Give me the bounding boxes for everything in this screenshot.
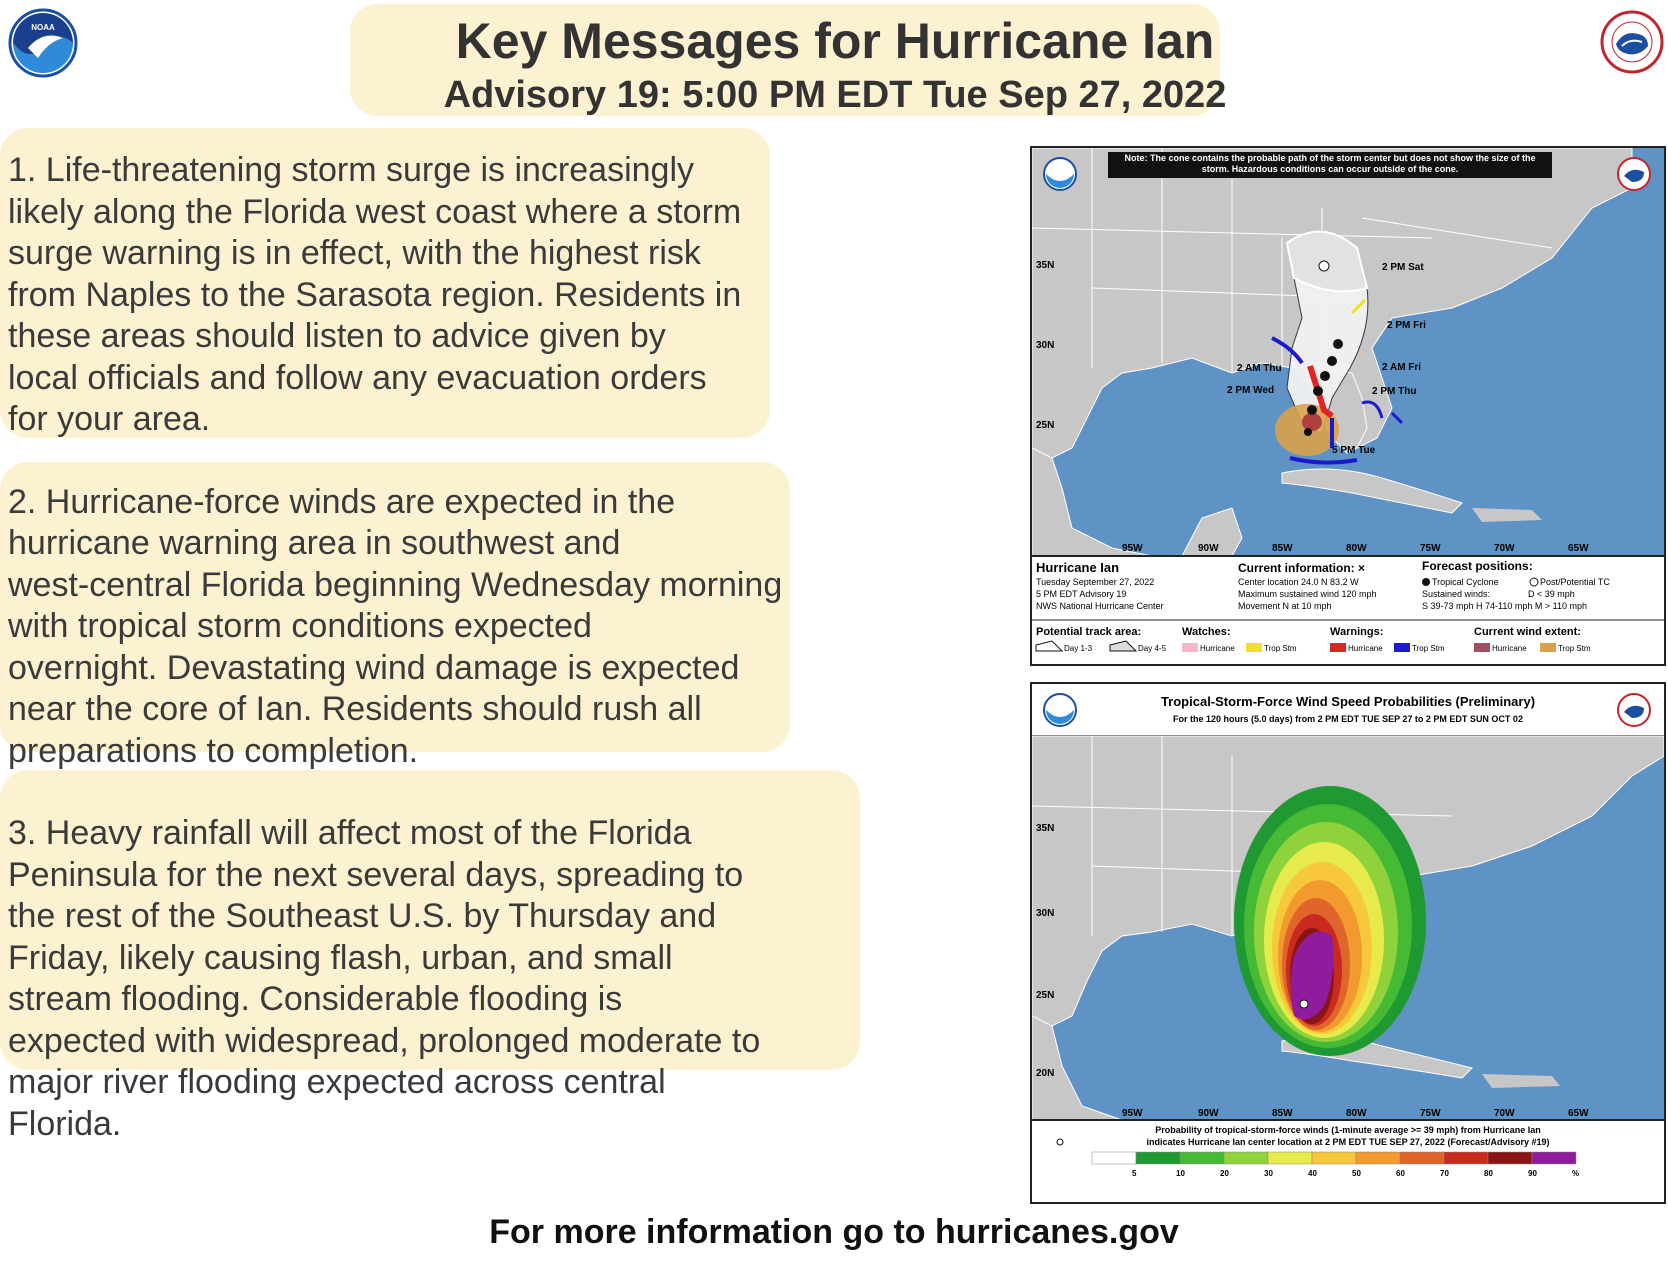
- storm-advisory: 5 PM EDT Advisory 19: [1036, 589, 1127, 599]
- key-message-2: 2. Hurricane-force winds are expected in the hurricane warning area in southwest and west-central Florida beginning Wednesday morning with tropical storm conditions expected overnight. Devastating wind damage is expected near the core of Ian. Residents should rush all preparations to completion.: [8, 482, 783, 770]
- lon-label: 95W: [1122, 1108, 1143, 1119]
- legend-watches-title: Watches:: [1182, 626, 1231, 638]
- legend-track-title: Potential track area:: [1036, 626, 1142, 638]
- map-note: Note: The cone contains the probable path of the storm center but does not show the size of the storm. Hazardous conditions can occur outside of the cone.: [1124, 153, 1536, 174]
- nws-logo-icon: [1600, 10, 1664, 74]
- lon-label: 70W: [1494, 543, 1515, 554]
- lat-label: 30N: [1036, 908, 1055, 919]
- scale-label: 70: [1440, 1169, 1449, 1178]
- scale-swatch: [1312, 1152, 1356, 1164]
- lon-label: 65W: [1568, 1108, 1589, 1119]
- scale-label: 5: [1132, 1169, 1137, 1178]
- lat-label: 35N: [1036, 260, 1055, 271]
- scale-label: 30: [1264, 1169, 1273, 1178]
- lon-label: 95W: [1122, 543, 1143, 554]
- legend-watch-item: Trop Stm: [1264, 644, 1297, 653]
- cone-forecast-map: [1030, 146, 1666, 666]
- scale-swatch: [1180, 1152, 1224, 1164]
- prob-caption-1: Probability of tropical-storm-force winds (1-minute average >= 39 mph) from Hurricane Ian: [1155, 1125, 1541, 1135]
- scale-label: 40: [1308, 1169, 1317, 1178]
- forecast-item: D < 39 mph: [1528, 589, 1575, 599]
- scale-label: 90: [1528, 1169, 1537, 1178]
- lon-label: 65W: [1568, 543, 1589, 554]
- lat-label: 25N: [1036, 420, 1055, 431]
- time-label: 2 AM Thu: [1237, 363, 1282, 374]
- scale-label: 50: [1352, 1169, 1361, 1178]
- prob-map-title: Tropical-Storm-Force Wind Speed Probabilities (Preliminary): [1160, 694, 1536, 709]
- forecast-item: S 39-73 mph H 74-110 mph M > 110 mph: [1422, 601, 1588, 611]
- time-label: 2 PM Wed: [1227, 385, 1275, 396]
- legend-track-item: Day 1-3: [1064, 644, 1093, 653]
- scale-swatch: [1092, 1152, 1136, 1164]
- lat-label: 30N: [1036, 340, 1055, 351]
- current-info-line: Movement N at 10 mph: [1238, 601, 1332, 611]
- scale-label: 10: [1176, 1169, 1185, 1178]
- key-message-3: 3. Heavy rainfall will affect most of the Florida Peninsula for the next several days, spreading to the rest of the Southeast U.S. by Thursday and Friday, likely causing flash, urban, and small stream flooding. Considerable flooding is expected with widespread, prolonged moderate to major river flooding expected across central Florida.: [8, 814, 761, 1143]
- scale-swatch: [1268, 1152, 1312, 1164]
- key-message-1: 1. Life-threatening storm surge is increasingly likely along the Florida west coast where a storm surge warning is in effect, with the highest risk from Naples to the Sarasota region. Residents in these areas should listen to advice given by local officials and follow any evacuation orders for your area.: [8, 151, 742, 438]
- scale-swatch: [1224, 1152, 1268, 1164]
- legend-watch-item: Hurricane: [1200, 644, 1235, 653]
- storm-name: Hurricane Ian: [1036, 560, 1120, 575]
- lon-label: 70W: [1494, 1108, 1515, 1119]
- lat-label: 25N: [1036, 990, 1055, 1001]
- scale-label: 80: [1484, 1169, 1493, 1178]
- scale-swatch: [1136, 1152, 1180, 1164]
- current-info-title: Current information: ×: [1238, 561, 1366, 575]
- track-point: [1333, 339, 1343, 349]
- track-point: [1319, 261, 1329, 271]
- legend-warnings-title: Warnings:: [1330, 626, 1384, 638]
- scale-swatch: [1356, 1152, 1400, 1164]
- current-info-line: Center location 24.0 N 83.2 W: [1238, 577, 1359, 587]
- noaa-logo-icon: [8, 8, 78, 78]
- probability-color-scale: [1092, 1152, 1579, 1178]
- track-point: [1327, 356, 1337, 366]
- lon-label: 80W: [1346, 1108, 1367, 1119]
- legend-wind-item: Hurricane: [1492, 644, 1527, 653]
- footer-link-text: For more information go to hurricanes.gov: [489, 1213, 1179, 1251]
- storm-date: Tuesday September 27, 2022: [1036, 577, 1155, 587]
- lon-label: 80W: [1346, 543, 1367, 554]
- time-label: 2 AM Fri: [1382, 362, 1422, 373]
- lat-label: 20N: [1036, 1068, 1055, 1079]
- wind-probability-map: [1030, 682, 1666, 1204]
- time-label: 2 PM Thu: [1372, 386, 1417, 397]
- lon-label: 75W: [1420, 1108, 1441, 1119]
- scale-swatch: [1488, 1152, 1532, 1164]
- hispaniola-landmass: [1482, 1074, 1560, 1088]
- lat-label: 35N: [1036, 823, 1055, 834]
- lon-label: 75W: [1420, 543, 1441, 554]
- legend-wind-title: Current wind extent:: [1474, 626, 1581, 638]
- forecast-title: Forecast positions:: [1422, 559, 1533, 573]
- header: [370, 0, 1300, 122]
- forecast-item: Tropical Cyclone: [1432, 577, 1499, 587]
- legend-warning-item: Hurricane: [1348, 644, 1383, 653]
- track-point: [1307, 405, 1317, 415]
- time-label: 5 PM Tue: [1332, 445, 1376, 456]
- forecast-item: Post/Potential TC: [1540, 577, 1610, 587]
- lon-label: 90W: [1198, 1108, 1219, 1119]
- key-messages: [8, 150, 848, 1186]
- scale-swatch: [1444, 1152, 1488, 1164]
- center-location-marker: [1300, 1000, 1308, 1008]
- legend-track-item: Day 4-5: [1138, 644, 1167, 653]
- time-label: 2 PM Sat: [1382, 262, 1424, 273]
- hispaniola-landmass: [1472, 508, 1542, 522]
- storm-center: NWS National Hurricane Center: [1036, 601, 1164, 611]
- prob-caption-2: indicates Hurricane Ian center location at 2 PM EDT TUE SEP 27, 2022 (Forecast/Advisory #19): [1146, 1137, 1550, 1147]
- legend-warning-item: Trop Stm: [1412, 644, 1445, 653]
- lon-label: 85W: [1272, 1108, 1293, 1119]
- scale-swatch: [1532, 1152, 1576, 1164]
- current-info-line: Maximum sustained wind 120 mph: [1238, 589, 1377, 599]
- track-point: [1320, 371, 1330, 381]
- lon-label: 90W: [1198, 543, 1219, 554]
- lon-label: 85W: [1272, 543, 1293, 554]
- scale-swatch: [1400, 1152, 1444, 1164]
- scale-label: %: [1572, 1169, 1580, 1178]
- track-point: [1313, 386, 1323, 396]
- svg-text:NOAA: NOAA: [31, 23, 55, 32]
- page-title: Key Messages for Hurricane Ian: [455, 13, 1215, 69]
- prob-map-subtitle: For the 120 hours (5.0 days) from 2 PM EDT TUE SEP 27 to 2 PM EDT SUN OCT 02: [1173, 714, 1523, 724]
- scale-label: 60: [1396, 1169, 1405, 1178]
- legend-wind-item: Trop Stm: [1558, 644, 1591, 653]
- scale-label: 20: [1220, 1169, 1229, 1178]
- forecast-item: Sustained winds:: [1422, 589, 1491, 599]
- current-position-marker: ×: [1304, 428, 1310, 439]
- advisory-subtitle: Advisory 19: 5:00 PM EDT Tue Sep 27, 2022: [443, 74, 1227, 116]
- time-label: 2 PM Fri: [1387, 320, 1426, 331]
